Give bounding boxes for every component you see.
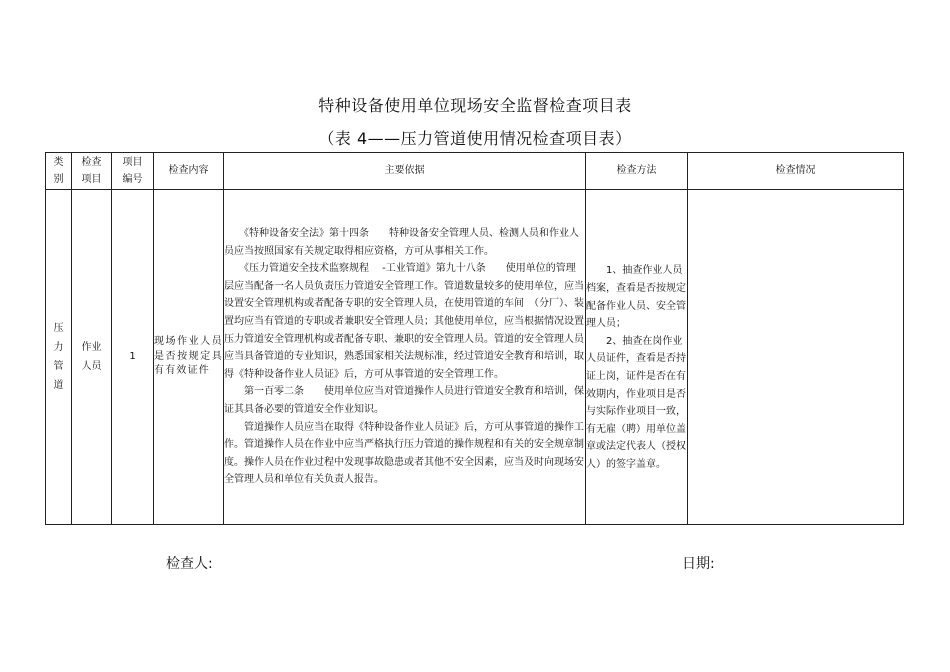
basis-paragraph: 《压力管道安全技术监察规程 -工业管道》第九十八条 使用单位的管理层应当配备一名人员负责压力管道安全管理工作。管道数量较多的使用单位，应当设置安全管理机构或者配备专职的安全管理人员，在使用管道的车间 （分厂）、装置均应当有管道的专职或者兼职安全管理人员；其他使用单位，应当根据情况设置压力管道安全管理机构或者配备专职、兼职的安全管理人员。管道的安全管理人员应当具备管道的专业知识，熟悉国家相关法规标准，经过管道安全教育和培训，取得《特种设备作业人员证》后，方可从事管道的安全管理工作。 [224,263,584,380]
cell-content: 现场作业人员是否按规定具有有效证件 [154,190,224,525]
header-method: 检查方法 [586,153,688,190]
header-category-line: 别 [53,174,64,185]
date-label: 日期: [682,556,715,572]
header-category-line: 类 [53,157,64,168]
header-item-no-line: 项目 [122,157,143,168]
header-item-line: 检查 [81,157,102,168]
header-item [72,153,112,190]
basis-paragraph: 管道操作人员应当在取得《特种设备作业人员证》后，方可从事管道的操作工作。管道操作人员在作业中应当严格执行压力管道的操作规程和有关的安全规章制度。操作人员在作业过程中发现事故隐患或者其他不安全因素，应当及时向现场安全管理人员和单位有关负责人报告。 [224,421,584,486]
method-paragraph: 1、抽查作业人员档案，查看是否按规定配备作业人员、安全管理人员； [586,265,686,330]
cell-method [586,190,688,525]
inspection-table [45,152,904,525]
header-item-line: 项目 [81,174,102,185]
category-char: 管 [53,361,64,372]
category-char: 力 [53,342,64,353]
header-basis: 主要依据 [224,153,586,190]
item-line: 作业 [81,342,102,353]
inspector-label: 检查人: [166,556,213,572]
cell-category [46,190,72,525]
item-line: 人员 [81,361,102,372]
table-row [46,190,904,525]
header-item-no [112,153,154,190]
page-subtitle: （表 4——压力管道使用情况检查项目表） [318,129,632,148]
category-char: 道 [53,380,64,391]
header-situation: 检查情况 [688,153,904,190]
cell-item-no: 1 [112,190,154,525]
cell-basis [224,190,586,525]
page-title: 特种设备使用单位现场安全监督检查项目表 [318,96,632,115]
cell-item [72,190,112,525]
basis-paragraph: 第一百零二条 使用单位应当对管道操作人员进行管道安全教育和培训，保证其具备必要的管道安全作业知识。 [224,386,584,415]
header-content: 检查内容 [154,153,224,190]
category-char: 压 [53,323,64,334]
header-item-no-line: 编号 [122,174,143,185]
cell-situation[interactable] [688,190,904,525]
header-category [46,153,72,190]
table-header-row [46,153,904,190]
method-paragraph: 2、抽查在岗作业人员证件，查看是否持证上岗，证件是否在有效期内，作业项目是否与实际作业项目一致，有无雇（聘）用单位盖章或法定代表人（授权人）的签字盖章。 [586,335,686,470]
basis-paragraph: 《特种设备安全法》第十四条 特种设备安全管理人员、检测人员和作业人员应当按照国家有关规定取得相应资格，方可从事相关工作。 [224,228,579,257]
